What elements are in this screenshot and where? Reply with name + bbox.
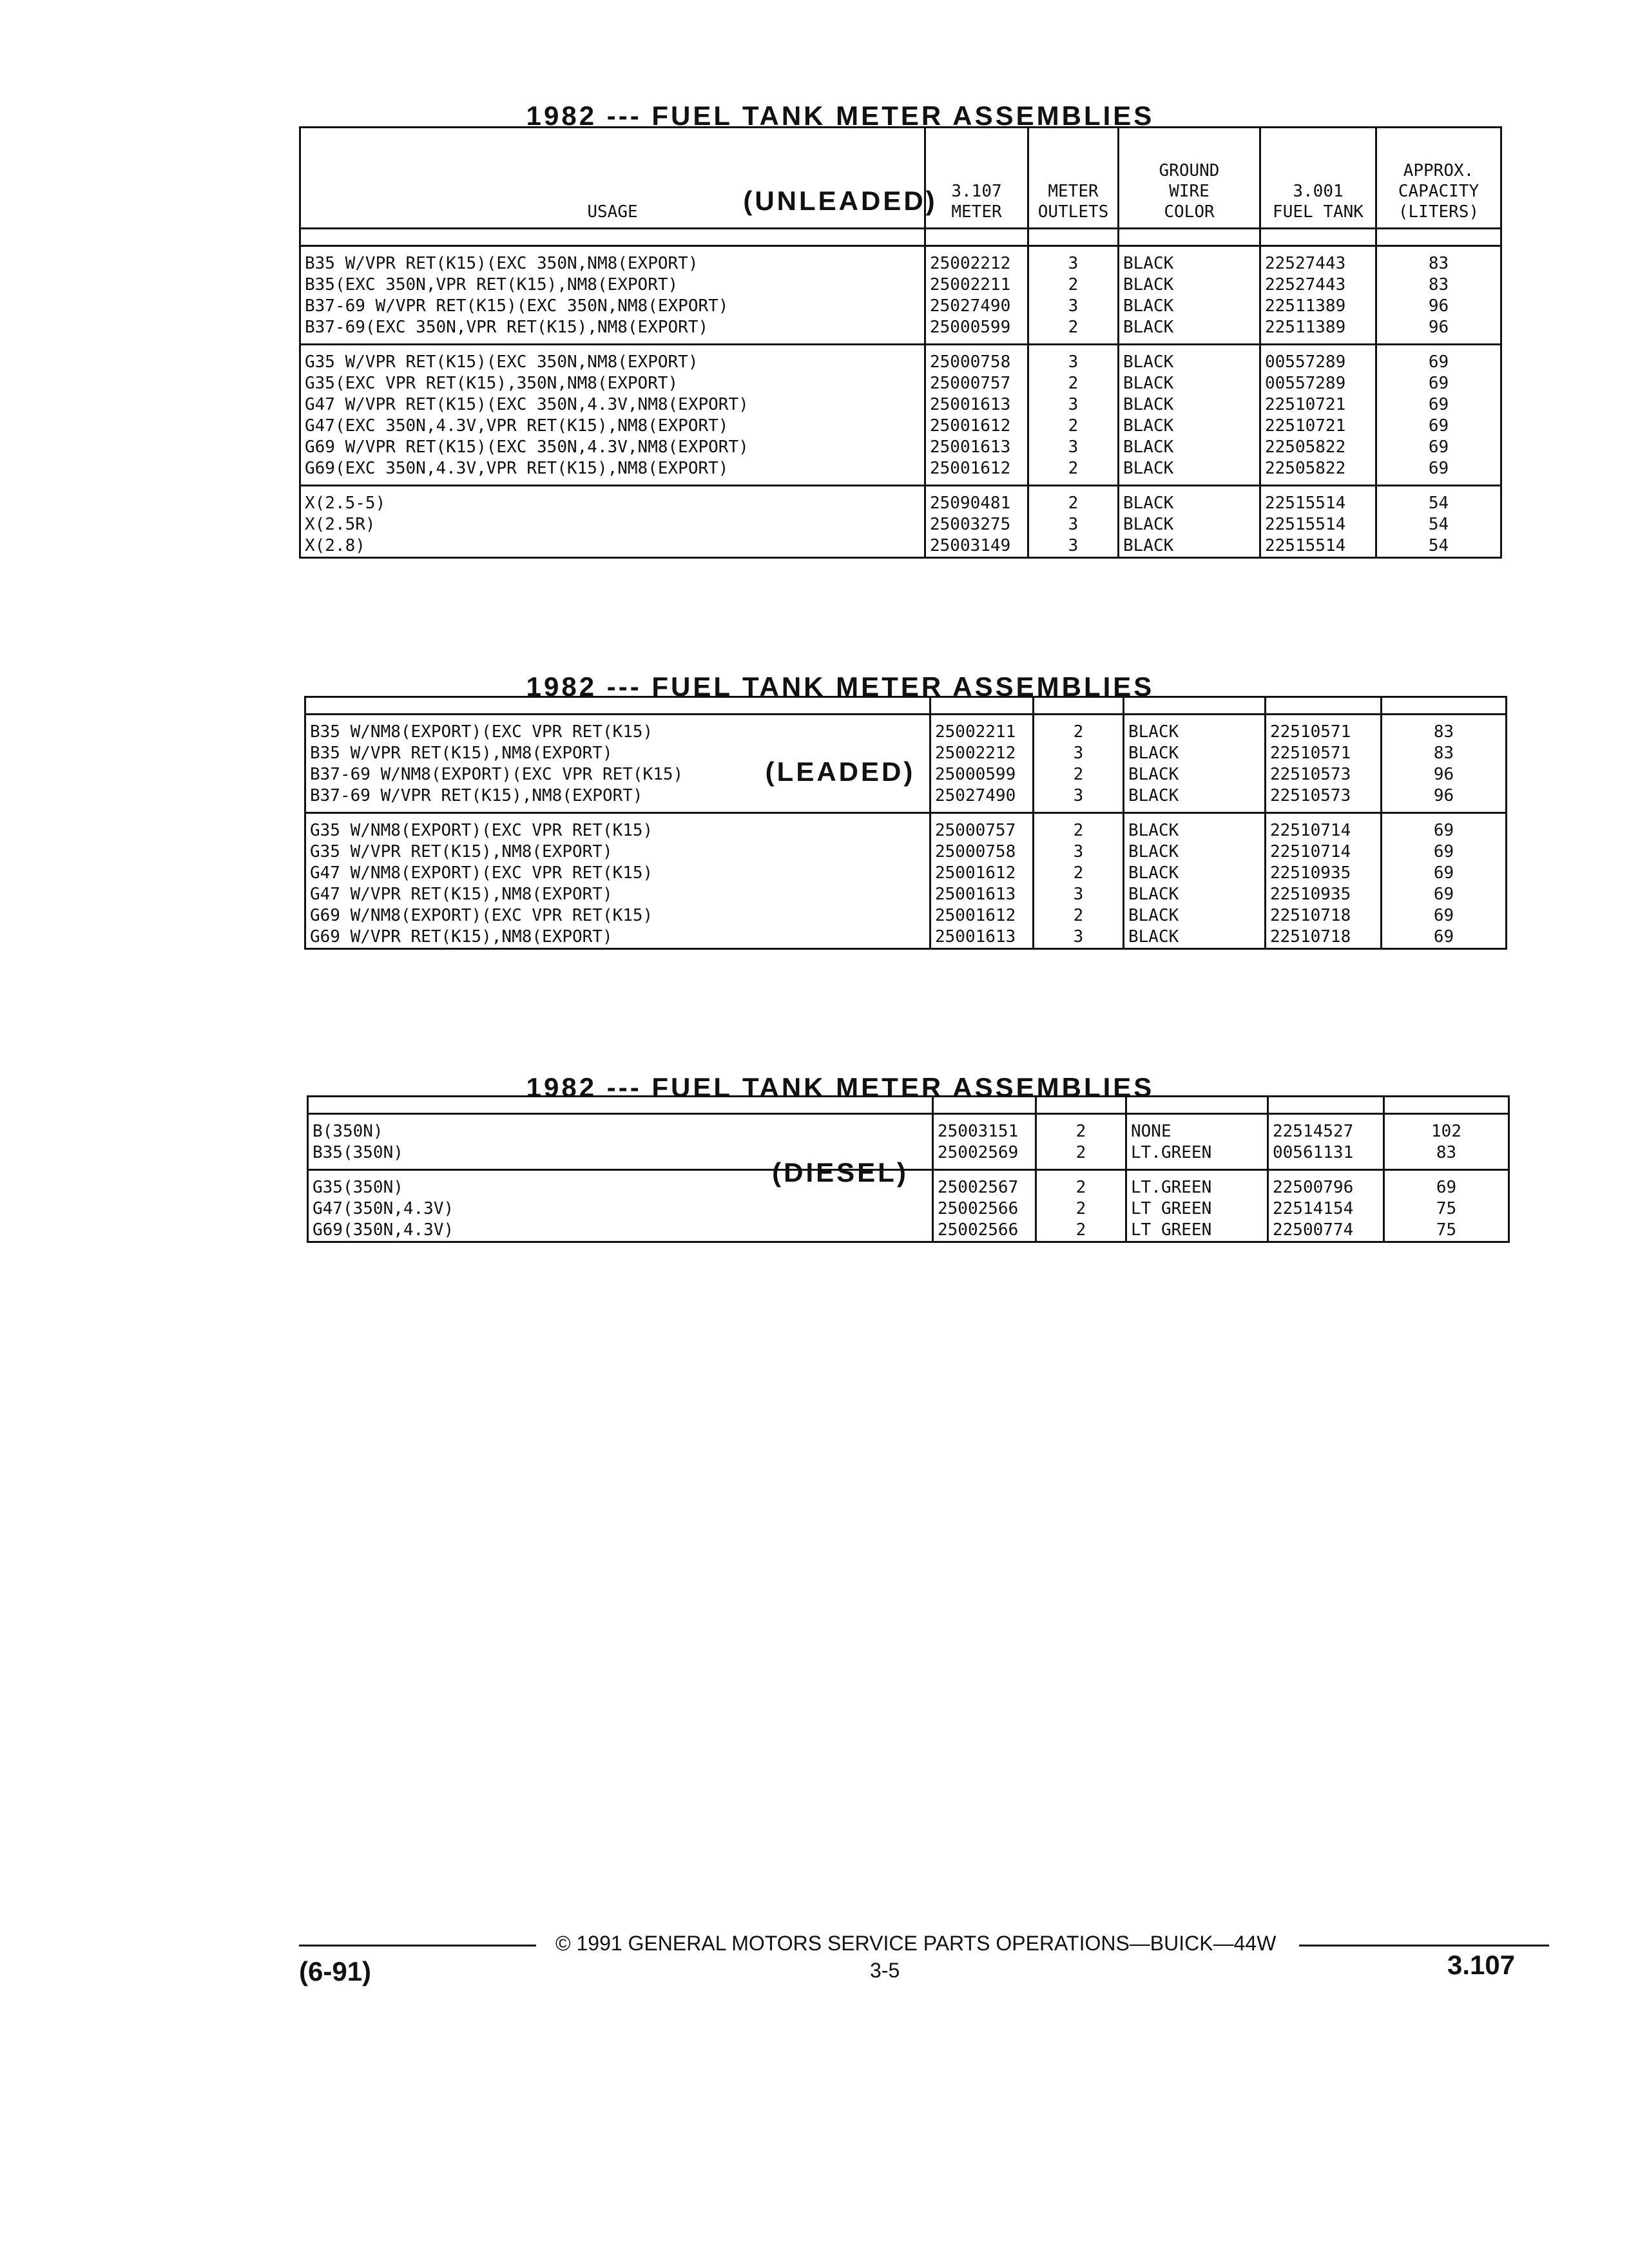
cell-usage: G35 W/NM8(EXPORT)(EXC VPR RET(K15) [305, 813, 930, 842]
cell-capacity: 96 [1382, 785, 1507, 813]
parts-table-leaded [304, 696, 1507, 950]
cell-capacity: 96 [1382, 764, 1507, 785]
footer-page-number: 3-5 [870, 1959, 900, 1982]
column-header-usage: USAGE [300, 128, 925, 229]
table-row [300, 514, 1501, 535]
cell-meter: 25002569 [933, 1142, 1036, 1170]
cell-usage: G69(350N,4.3V) [308, 1220, 933, 1242]
table-row [308, 1198, 1509, 1220]
cell-outlets: 2 [1028, 416, 1119, 437]
table-row [305, 813, 1507, 842]
table-row [305, 905, 1507, 927]
cell-outlets: 3 [1034, 927, 1124, 949]
cell-capacity: 69 [1376, 416, 1501, 437]
cell-tank: 22505822 [1260, 437, 1376, 458]
cell-tank: 22510718 [1266, 905, 1382, 927]
cell-tank: 22510714 [1266, 841, 1382, 863]
table-row [308, 1114, 1509, 1143]
cell-capacity: 69 [1376, 345, 1501, 374]
section-title-line1: 1982 --- FUEL TANK METER ASSEMBLIES [526, 671, 1155, 702]
cell-tank: 22510571 [1266, 743, 1382, 764]
cell-meter: 25090481 [925, 486, 1028, 515]
cell-wire: BLACK [1119, 274, 1260, 296]
cell-capacity: 54 [1376, 514, 1501, 535]
column-header-wire: GROUND WIRE COLOR [1119, 128, 1260, 229]
cell-outlets: 3 [1028, 437, 1119, 458]
cell-outlets: 2 [1036, 1114, 1126, 1143]
table-row [300, 535, 1501, 558]
cell-usage: G47(350N,4.3V) [308, 1198, 933, 1220]
table-row [305, 743, 1507, 764]
cell-capacity: 54 [1376, 486, 1501, 515]
cell-capacity: 75 [1384, 1198, 1509, 1220]
cell-outlets: 3 [1034, 743, 1124, 764]
table-row [308, 1142, 1509, 1170]
cell-outlets: 3 [1028, 246, 1119, 275]
cell-outlets: 2 [1028, 274, 1119, 296]
cell-outlets: 3 [1028, 296, 1119, 317]
cell-capacity: 69 [1376, 373, 1501, 394]
cell-wire: BLACK [1119, 296, 1260, 317]
cell-tank: 22511389 [1260, 296, 1376, 317]
cell-tank: 22515514 [1260, 535, 1376, 558]
cell-wire: BLACK [1119, 535, 1260, 558]
cell-usage: B37-69(EXC 350N,VPR RET(K15),NM8(EXPORT) [300, 317, 925, 345]
cell-usage: B37-69 W/VPR RET(K15),NM8(EXPORT) [305, 785, 930, 813]
cell-wire: BLACK [1124, 927, 1266, 949]
cell-meter: 25001612 [930, 863, 1034, 884]
cell-capacity: 69 [1382, 905, 1507, 927]
cell-tank: 22510935 [1266, 884, 1382, 905]
cell-usage: B35(EXC 350N,VPR RET(K15),NM8(EXPORT) [300, 274, 925, 296]
cell-tank: 22514527 [1268, 1114, 1384, 1143]
cell-outlets: 3 [1028, 514, 1119, 535]
cell-tank: 22510571 [1266, 715, 1382, 744]
cell-tank: 00557289 [1260, 373, 1376, 394]
cell-wire: BLACK [1119, 416, 1260, 437]
cell-meter: 25002211 [925, 274, 1028, 296]
cell-wire: BLACK [1119, 437, 1260, 458]
cell-wire: BLACK [1124, 884, 1266, 905]
table-row [300, 416, 1501, 437]
cell-meter: 25001612 [925, 458, 1028, 486]
cell-usage: G35 W/VPR RET(K15)(EXC 350N,NM8(EXPORT) [300, 345, 925, 374]
cell-tank: 00557289 [1260, 345, 1376, 374]
cell-usage: B(350N) [308, 1114, 933, 1143]
table-row [305, 764, 1507, 785]
section-title-line2: (DIESEL) [772, 1157, 909, 1187]
cell-capacity: 69 [1384, 1170, 1509, 1199]
cell-meter: 25002566 [933, 1220, 1036, 1242]
table-row [300, 317, 1501, 345]
cell-meter: 25002567 [933, 1170, 1036, 1199]
cell-meter: 25000599 [925, 317, 1028, 345]
cell-outlets: 2 [1036, 1142, 1126, 1170]
cell-outlets: 3 [1034, 785, 1124, 813]
cell-outlets: 2 [1034, 764, 1124, 785]
column-header-outlets: METER OUTLETS [1028, 128, 1119, 229]
cell-outlets: 3 [1034, 841, 1124, 863]
cell-outlets: 2 [1028, 486, 1119, 515]
cell-tank: 22510718 [1266, 927, 1382, 949]
cell-wire: BLACK [1124, 841, 1266, 863]
table-row [300, 486, 1501, 515]
footer-copyright: © 1991 GENERAL MOTORS SERVICE PARTS OPERATIONS—BUICK—44W [555, 1932, 1277, 1955]
cell-outlets: 2 [1028, 317, 1119, 345]
cell-usage: G69(EXC 350N,4.3V,VPR RET(K15),NM8(EXPORT) [300, 458, 925, 486]
cell-wire: BLACK [1124, 715, 1266, 744]
cell-wire: BLACK [1124, 743, 1266, 764]
cell-meter: 25002211 [930, 715, 1034, 744]
cell-usage: G69 W/NM8(EXPORT)(EXC VPR RET(K15) [305, 905, 930, 927]
cell-tank: 22510935 [1266, 863, 1382, 884]
cell-meter: 25000758 [925, 345, 1028, 374]
cell-wire: LT GREEN [1126, 1198, 1268, 1220]
cell-meter: 25000599 [930, 764, 1034, 785]
cell-meter: 25000757 [930, 813, 1034, 842]
cell-meter: 25001613 [925, 437, 1028, 458]
cell-capacity: 69 [1382, 813, 1507, 842]
cell-capacity: 69 [1382, 927, 1507, 949]
cell-tank: 22510714 [1266, 813, 1382, 842]
section-title-line2: (UNLEADED) [743, 186, 938, 216]
cell-wire: BLACK [1119, 458, 1260, 486]
cell-meter: 25003151 [933, 1114, 1036, 1143]
cell-meter: 25002212 [925, 246, 1028, 275]
cell-wire: LT GREEN [1126, 1220, 1268, 1242]
parts-table-unleaded [299, 126, 1502, 559]
cell-usage: G47 W/NM8(EXPORT)(EXC VPR RET(K15) [305, 863, 930, 884]
cell-usage: X(2.5-5) [300, 486, 925, 515]
cell-wire: NONE [1126, 1114, 1268, 1143]
cell-tank: 22500796 [1268, 1170, 1384, 1199]
cell-capacity: 69 [1382, 884, 1507, 905]
table-row [300, 394, 1501, 416]
cell-capacity: 69 [1376, 437, 1501, 458]
table-row [300, 274, 1501, 296]
table-row [308, 1220, 1509, 1242]
cell-tank: 22510573 [1266, 785, 1382, 813]
cell-tank: 22514154 [1268, 1198, 1384, 1220]
cell-wire: BLACK [1119, 486, 1260, 515]
table-row [300, 437, 1501, 458]
cell-meter: 25001613 [925, 394, 1028, 416]
footer-date: (6-91) [299, 1956, 372, 1986]
cell-usage: G35(EXC VPR RET(K15),350N,NM8(EXPORT) [300, 373, 925, 394]
cell-capacity: 83 [1384, 1142, 1509, 1170]
cell-meter: 25002566 [933, 1198, 1036, 1220]
cell-meter: 25001612 [930, 905, 1034, 927]
table-row [305, 715, 1507, 744]
footer-rule-right [1299, 1945, 1549, 1946]
cell-meter: 25001613 [930, 927, 1034, 949]
cell-tank: 22510721 [1260, 416, 1376, 437]
cell-tank: 22527443 [1260, 246, 1376, 275]
cell-tank: 22527443 [1260, 274, 1376, 296]
table-row [300, 296, 1501, 317]
header-row [300, 128, 1501, 229]
cell-wire: BLACK [1119, 394, 1260, 416]
cell-usage: G47 W/VPR RET(K15),NM8(EXPORT) [305, 884, 930, 905]
table-row [305, 785, 1507, 813]
cell-capacity: 69 [1382, 841, 1507, 863]
cell-capacity: 96 [1376, 296, 1501, 317]
column-header-capacity: APPROX. CAPACITY (LITERS) [1376, 128, 1501, 229]
spacer-row [305, 697, 1507, 715]
cell-meter: 25027490 [925, 296, 1028, 317]
cell-meter: 25003275 [925, 514, 1028, 535]
cell-outlets: 2 [1036, 1220, 1126, 1242]
cell-outlets: 3 [1028, 345, 1119, 374]
table-row [305, 927, 1507, 949]
cell-outlets: 2 [1034, 813, 1124, 842]
section-title-line2: (LEADED) [765, 756, 916, 787]
table-row [308, 1170, 1509, 1199]
section-title-line1: 1982 --- FUEL TANK METER ASSEMBLIES [526, 1072, 1155, 1102]
cell-outlets: 2 [1036, 1198, 1126, 1220]
cell-capacity: 83 [1376, 246, 1501, 275]
cell-outlets: 2 [1028, 373, 1119, 394]
cell-usage: B35 W/VPR RET(K15),NM8(EXPORT) [305, 743, 930, 764]
table-row [300, 458, 1501, 486]
cell-usage: B35 W/NM8(EXPORT)(EXC VPR RET(K15) [305, 715, 930, 744]
cell-outlets: 3 [1034, 884, 1124, 905]
column-header-tank: 3.001 FUEL TANK [1260, 128, 1376, 229]
cell-wire: BLACK [1124, 863, 1266, 884]
footer-section-number: 3.107 [1447, 1950, 1516, 1980]
footer-rule-left [299, 1945, 536, 1946]
column-header-meter: 3.107 METER [925, 128, 1028, 229]
cell-capacity: 102 [1384, 1114, 1509, 1143]
cell-outlets: 2 [1034, 905, 1124, 927]
cell-outlets: 2 [1028, 458, 1119, 486]
table-row [305, 884, 1507, 905]
spacer-row [308, 1097, 1509, 1114]
cell-wire: BLACK [1124, 813, 1266, 842]
parts-table-diesel [307, 1095, 1510, 1243]
table-row [305, 841, 1507, 863]
cell-capacity: 83 [1376, 274, 1501, 296]
cell-capacity: 83 [1382, 715, 1507, 744]
table-row [300, 373, 1501, 394]
cell-outlets: 3 [1028, 535, 1119, 558]
cell-capacity: 75 [1384, 1220, 1509, 1242]
cell-wire: BLACK [1124, 905, 1266, 927]
cell-wire: BLACK [1119, 373, 1260, 394]
cell-capacity: 69 [1376, 394, 1501, 416]
cell-wire: BLACK [1119, 514, 1260, 535]
cell-wire: BLACK [1119, 345, 1260, 374]
cell-usage: B37-69 W/VPR RET(K15)(EXC 350N,NM8(EXPORT) [300, 296, 925, 317]
cell-usage: B37-69 W/NM8(EXPORT)(EXC VPR RET(K15) [305, 764, 930, 785]
cell-wire: BLACK [1119, 246, 1260, 275]
cell-usage: G35 W/VPR RET(K15),NM8(EXPORT) [305, 841, 930, 863]
cell-usage: G47(EXC 350N,4.3V,VPR RET(K15),NM8(EXPORT) [300, 416, 925, 437]
cell-capacity: 69 [1382, 863, 1507, 884]
cell-usage: G47 W/VPR RET(K15)(EXC 350N,4.3V,NM8(EXPORT) [300, 394, 925, 416]
section-title-line1: 1982 --- FUEL TANK METER ASSEMBLIES [526, 101, 1155, 131]
cell-meter: 25000757 [925, 373, 1028, 394]
cell-wire: BLACK [1119, 317, 1260, 345]
cell-usage: G69 W/VPR RET(K15),NM8(EXPORT) [305, 927, 930, 949]
cell-tank: 00561131 [1268, 1142, 1384, 1170]
cell-outlets: 2 [1036, 1170, 1126, 1199]
cell-tank: 22510721 [1260, 394, 1376, 416]
cell-wire: BLACK [1124, 785, 1266, 813]
cell-tank: 22505822 [1260, 458, 1376, 486]
cell-usage: G69 W/VPR RET(K15)(EXC 350N,4.3V,NM8(EXPORT) [300, 437, 925, 458]
spacer-row [300, 229, 1501, 246]
cell-outlets: 2 [1034, 715, 1124, 744]
cell-capacity: 83 [1382, 743, 1507, 764]
table-row [305, 863, 1507, 884]
cell-usage: B35(350N) [308, 1142, 933, 1170]
cell-capacity: 54 [1376, 535, 1501, 558]
cell-meter: 25002212 [930, 743, 1034, 764]
cell-usage: X(2.5R) [300, 514, 925, 535]
cell-meter: 25001613 [930, 884, 1034, 905]
cell-usage: B35 W/VPR RET(K15)(EXC 350N,NM8(EXPORT) [300, 246, 925, 275]
cell-tank: 22515514 [1260, 514, 1376, 535]
cell-meter: 25001612 [925, 416, 1028, 437]
table-row [300, 246, 1501, 275]
cell-capacity: 69 [1376, 458, 1501, 486]
cell-outlets: 3 [1028, 394, 1119, 416]
cell-wire: LT.GREEN [1126, 1142, 1268, 1170]
cell-capacity: 96 [1376, 317, 1501, 345]
cell-tank: 22511389 [1260, 317, 1376, 345]
cell-wire: LT.GREEN [1126, 1170, 1268, 1199]
cell-meter: 25000758 [930, 841, 1034, 863]
table-row [300, 345, 1501, 374]
cell-tank: 22500774 [1268, 1220, 1384, 1242]
cell-usage: G35(350N) [308, 1170, 933, 1199]
cell-tank: 22515514 [1260, 486, 1376, 515]
cell-meter: 25003149 [925, 535, 1028, 558]
cell-wire: BLACK [1124, 764, 1266, 785]
cell-usage: X(2.8) [300, 535, 925, 558]
cell-outlets: 2 [1034, 863, 1124, 884]
cell-tank: 22510573 [1266, 764, 1382, 785]
cell-meter: 25027490 [930, 785, 1034, 813]
